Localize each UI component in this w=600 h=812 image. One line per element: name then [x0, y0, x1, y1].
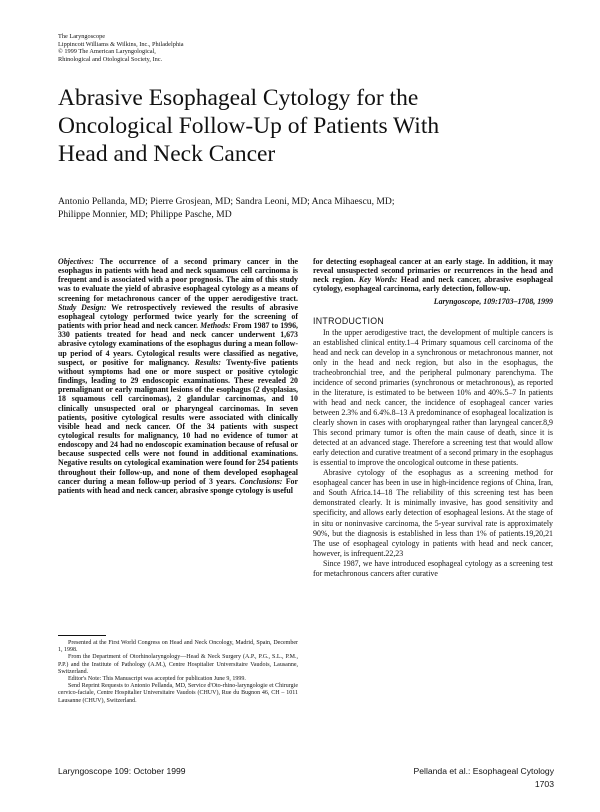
left-column — [58, 257, 298, 495]
intro-paragraph: Abrasive cytology of the esophagus as a screening method for esophageal cancer has been in use in high-incidence regions of China, Iran, and South Africa.14–18 The reliability of this screening test has been demonstrated clearly. It is minimally invasive, has good sensitivity and specificity, and allows early detection of esophageal lesions. At the stage of in situ or noninvasive carcinoma, the 5-year survival rate is approximately 90%, but the diagnosis is established in less than 1% of patients.19,20,21 The use of esophageal cytology in patients with head and neck cancer, however, is infrequent.22,23 — [313, 468, 553, 558]
masthead-line: Lippincott Williams & Wilkins, Inc., Philadelphia — [58, 40, 184, 48]
keywords-text: Head and neck cancer, abrasive esophageal cytology, esophageal carcinoma, early detection, follow-up. — [313, 275, 553, 294]
footer-running-title: Pellanda et al.: Esophageal Cytology — [413, 766, 554, 776]
citation: Laryngoscope, 109:1703–1708, 1999 — [433, 296, 553, 306]
keywords-label: Key Words: — [358, 275, 398, 285]
design-text: We retrospectively reviewed the results of abrasive esophageal cytology performed twice yearly for the screening of patients with prior head and neck cancer. — [58, 302, 298, 331]
results-label: Results: — [194, 357, 222, 367]
methods-text: From 1987 to 1996, 330 patients treated for head and neck cancer underwent 1,673 abrasive cytology examinations of the esophagus during a mean follow-up period of 4 years. Cytological results were classified as negative, suspect, or positive for malignancy. — [58, 321, 298, 367]
authors-line: Philippe Monnier, MD; Philippe Pasche, MD — [58, 209, 232, 220]
masthead-line: The Laryngoscope — [58, 33, 106, 40]
footnote-presented: Presented at the First World Congress on Head and Neck Oncology, Madrid, Spain, December 1, 1998. — [58, 640, 298, 654]
conclusions-label: Conclusions: — [239, 476, 283, 486]
introduction-heading: INTRODUCTION — [313, 315, 385, 326]
page-number: 1703 — [534, 779, 554, 789]
results-text: Twenty-five patients without symptoms had one or more suspect or positive cytologic findings, leading to 29 endoscopic examinations. These revealed 20 premalignant or early malignant lesions of the esophagus (2 dysplasias, 18 squamous cell carcinomas), 2 glandular carcinomas, and 10 clinically unsuspected oral or pharyngeal carcinomas. In seven patients, positive cytological results were associated with clinically visible head and neck cancer. Of the 34 patients with suspect cytological results for malignancy, 10 had no evidence of tumor at endoscopy and 24 had no endoscopic examination because of refusal or because suspected cells were not found in additional examinations. Negative results on cytological examination were found for 254 patients throughout their follow-up, and none of them developed esophageal cancer during a mean follow-up period of 3 years. — [58, 357, 298, 486]
footnotes — [58, 640, 298, 705]
conclusions-text: For patients with head and neck cancer, abrasive sponge cytology is useful — [58, 476, 298, 495]
methods-label: Methods: — [200, 321, 231, 331]
masthead-line: Rhinological and Otological Society, Inc. — [58, 55, 163, 63]
title-line: Head and Neck Cancer — [58, 141, 276, 167]
footer-journal: Laryngoscope 109: October 1999 — [58, 766, 186, 776]
article-title — [58, 84, 558, 168]
abstract-continued-text: for detecting esophageal cancer at an early stage. In addition, it may reveal unsuspected second primaries or recurrences in the head and neck region. — [313, 257, 553, 285]
masthead-line: © 1999 The American Laryngological, — [58, 48, 156, 56]
objectives-text: The occurrence of a second primary cancer in the esophagus in patients with head and neck squamous cell carcinoma is frequent and is associated with a poor prognosis. The aim of this study was to evaluate the yield of abrasive esophageal cytology as a means of screening for metachronous cancer of the upper aerodigestive tract. — [58, 257, 298, 303]
footnote-affiliation: From the Department of Otorhinolaryngology—Head & Neck Surgery (A.P., P.G., S.L., P.M., P.P.) and the Institute of Pathology (A.M.), Centre Hospitalier Universitaire Vaudois, Lausanne, Switzerland. — [58, 654, 298, 675]
footnote-rule — [58, 635, 106, 636]
title-line: Abrasive Esophageal Cytology for the — [58, 85, 419, 111]
abstract — [58, 257, 298, 495]
author-list — [58, 195, 558, 221]
journal-masthead — [58, 33, 298, 63]
intro-paragraph: In the upper aerodigestive tract, the development of multiple cancers is an established clinical entity.1–4 Primary squamous cell carcinoma of the head and neck can develop in a synchronous or metachronous manner, not only in the head and neck region, but also in the esophagus, the tracheobronchial tree, and the peripheral pulmonary parenchyma. The incidence of second primaries (synchronous or metachronous), as reported in the literature, is estimated to be between 10% and 40%.5–7 In patients with head and neck cancer, the incidence of esophageal cancer varies between 2.3% and 6.4%.8–13 A predominance of esophageal localization is clearly shown in cases with oropharyngeal rather than laryngeal cancer.8,9 This second primary tumor is often the main cause of death, since it is detected at an advanced stage. Therefore a screening test that would allow early detection and curative treatment of a second primary in the esophagus is essential to improve the oncological outcome in these patients. — [313, 327, 553, 468]
title-line: Oncological Follow-Up of Patients With — [58, 113, 440, 139]
design-label: Study Design: — [58, 302, 107, 312]
abstract-continued — [313, 257, 553, 294]
objectives-label: Objectives: — [58, 257, 94, 266]
right-column — [313, 257, 553, 579]
footnote-reprints: Send Reprint Requests to Antonio Pellanda, MD, Service d'Oto-rhino-laryngologie et Chirurgie cervico-faciale, Centre Hospitalier Universitaire Vaudois (CHUV), Rue du Bugnon 46, CH – 1011 Lausanne (CHUV), Switzerland. — [58, 683, 298, 704]
footnote-editor: Editor's Note: This Manuscript was accepted for publication June 9, 1999. — [68, 676, 246, 683]
authors-line: Antonio Pellanda, MD; Pierre Grosjean, MD; Sandra Leoni, MD; Anca Mihaescu, MD; — [58, 196, 395, 207]
intro-paragraph: Since 1987, we have introduced esophageal cytology as a screening test for metachronous cancers after curative — [313, 558, 553, 578]
